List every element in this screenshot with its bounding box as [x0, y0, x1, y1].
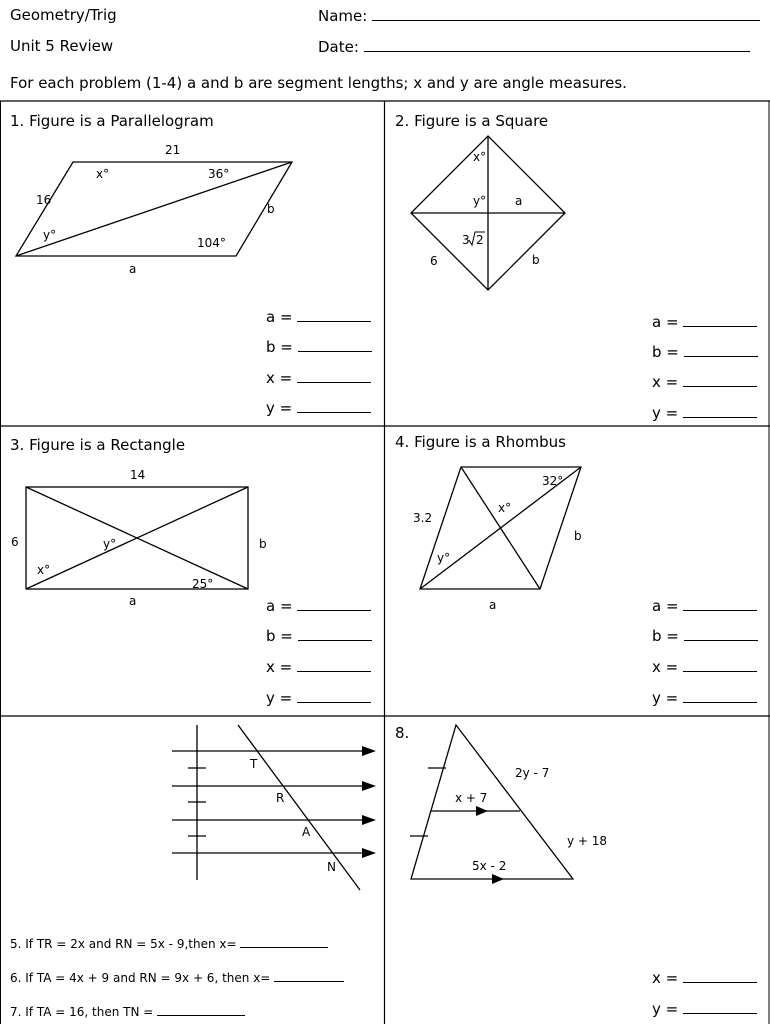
point-t-label: T — [250, 757, 258, 771]
p1-top-label: 21 — [165, 143, 181, 157]
p8-mid-label: x + 7 — [455, 791, 488, 805]
answer-line — [683, 688, 757, 703]
p2-side-label: 6 — [430, 254, 438, 268]
answer-line — [683, 403, 757, 418]
p3-answer-x[interactable] — [266, 657, 371, 676]
question-7-text: 7. If TA = 16, then TN = — [10, 1005, 154, 1019]
p2-answer-y[interactable] — [652, 403, 757, 422]
p3-top-label: 14 — [130, 468, 146, 482]
p8-answer-x[interactable] — [652, 968, 757, 987]
p1-36-label: 36° — [208, 167, 230, 181]
p1-right-label: b — [267, 202, 275, 216]
answer-label: b = — [266, 627, 293, 645]
question-7[interactable] — [10, 1001, 245, 1019]
problem-2-title: 2. Figure is a Square — [395, 112, 549, 130]
p4-a-label: a — [489, 598, 497, 612]
p4-b-label: b — [574, 529, 582, 543]
question-6-text: 6. If TA = 4x + 9 and RN = 9x + 6, then x= — [10, 971, 271, 985]
arrowheads — [362, 746, 376, 858]
p4-answer-b[interactable] — [652, 626, 758, 645]
question-5-text: 5. If TR = 2x and RN = 5x - 9,then x= — [10, 937, 237, 951]
answer-line — [297, 688, 371, 703]
p3-y-label: y° — [103, 537, 117, 551]
p2-rad-coef: 3 — [462, 233, 470, 247]
answer-line — [683, 657, 757, 672]
p3-x-label: x° — [37, 563, 51, 577]
problem-1-title: 1. Figure is a Parallelogram — [10, 112, 214, 130]
p4-answer-a[interactable] — [652, 596, 757, 615]
p1-left-label: 16 — [36, 193, 52, 207]
problem-8-title: 8. — [395, 724, 410, 742]
p3-left-label: 6 — [11, 535, 19, 549]
date-label: Date: — [318, 38, 359, 56]
answer-label: b = — [652, 627, 679, 645]
unit-title: Unit 5 Review — [10, 37, 114, 55]
p3-right-label: b — [259, 537, 267, 551]
answer-label: y = — [652, 689, 679, 707]
point-n-label: N — [327, 860, 336, 874]
answer-line — [683, 596, 757, 611]
p1-y-label: y° — [43, 228, 57, 242]
answer-line — [684, 626, 758, 641]
answer-label: y = — [266, 399, 293, 417]
p4-y-label: y° — [437, 551, 451, 565]
p3-bottom-label: a — [129, 594, 137, 608]
answer-line — [240, 933, 328, 948]
p3-answer-y[interactable] — [266, 688, 371, 707]
answer-line — [297, 596, 371, 611]
answer-label: y = — [266, 689, 293, 707]
p4-32-label: 32° — [542, 474, 564, 488]
answer-line — [683, 968, 757, 983]
answer-line — [297, 368, 371, 383]
answer-label: x = — [652, 658, 679, 676]
p3-answer-a[interactable] — [266, 596, 371, 615]
answer-label: b = — [266, 338, 293, 356]
p1-answer-x[interactable] — [266, 368, 371, 387]
answer-line — [683, 372, 757, 387]
answer-label: x = — [652, 373, 679, 391]
p1-answer-b[interactable] — [266, 337, 372, 356]
p2-answer-x[interactable] — [652, 372, 757, 391]
p2-y-label: y° — [473, 194, 487, 208]
triangle-figure — [410, 725, 573, 879]
p8-answer-y[interactable] — [652, 999, 757, 1018]
answer-label: x = — [266, 658, 293, 676]
parallel-lines-figure — [172, 725, 368, 890]
p4-side-label: 3.2 — [413, 511, 433, 525]
problem-3-title: 3. Figure is a Rectangle — [10, 436, 186, 454]
p1-104-label: 104° — [197, 236, 226, 250]
p1-answer-y[interactable] — [266, 398, 371, 417]
point-a-label: A — [302, 825, 311, 839]
answer-line — [683, 312, 757, 327]
answer-line — [157, 1001, 245, 1016]
p2-a-label: a — [515, 194, 523, 208]
p2-answer-a[interactable] — [652, 312, 757, 331]
rectangle-figure — [26, 487, 248, 589]
p4-x-label: x° — [498, 501, 512, 515]
answer-label: a = — [266, 597, 293, 615]
course-title: Geometry/Trig — [10, 6, 117, 24]
p8-base-label: 5x - 2 — [472, 859, 507, 873]
answer-label: x = — [266, 369, 293, 387]
question-5[interactable] — [10, 933, 328, 951]
answer-label: a = — [652, 597, 679, 615]
answer-label: y = — [652, 1000, 679, 1018]
p1-bottom-label: a — [129, 262, 137, 276]
p4-answer-x[interactable] — [652, 657, 757, 676]
answer-line — [297, 398, 371, 413]
p2-rad-val: 2 — [476, 233, 484, 247]
answer-line — [274, 967, 344, 982]
p8-bottom-right-label: y + 18 — [567, 834, 608, 848]
point-r-label: R — [276, 791, 285, 805]
answer-label: x = — [652, 969, 679, 987]
p4-answer-y[interactable] — [652, 688, 757, 707]
answer-line — [298, 337, 372, 352]
answer-line — [297, 657, 371, 672]
p8-top-right-label: 2y - 7 — [515, 766, 550, 780]
p1-answer-a[interactable] — [266, 307, 371, 326]
answer-label: a = — [652, 313, 679, 331]
p2-answer-b[interactable] — [652, 342, 758, 361]
answer-line — [684, 342, 758, 357]
answer-label: b = — [652, 343, 679, 361]
p3-answer-b[interactable] — [266, 626, 372, 645]
p2-x-label: x° — [473, 150, 487, 164]
p3-25-label: 25° — [192, 577, 214, 591]
answer-line — [683, 999, 757, 1014]
p2-b-label: b — [532, 253, 540, 267]
parallelogram-figure — [16, 162, 292, 256]
instructions: For each problem (1-4) a and b are segment lengths; x and y are angle measures. — [10, 74, 627, 92]
answer-line — [297, 307, 371, 322]
problem-4-title: 4. Figure is a Rhombus — [395, 433, 566, 451]
answer-label: a = — [266, 308, 293, 326]
answer-line — [298, 626, 372, 641]
question-6[interactable] — [10, 967, 344, 985]
answer-label: y = — [652, 404, 679, 422]
p1-x-label: x° — [96, 167, 110, 181]
name-label: Name: — [318, 7, 368, 25]
